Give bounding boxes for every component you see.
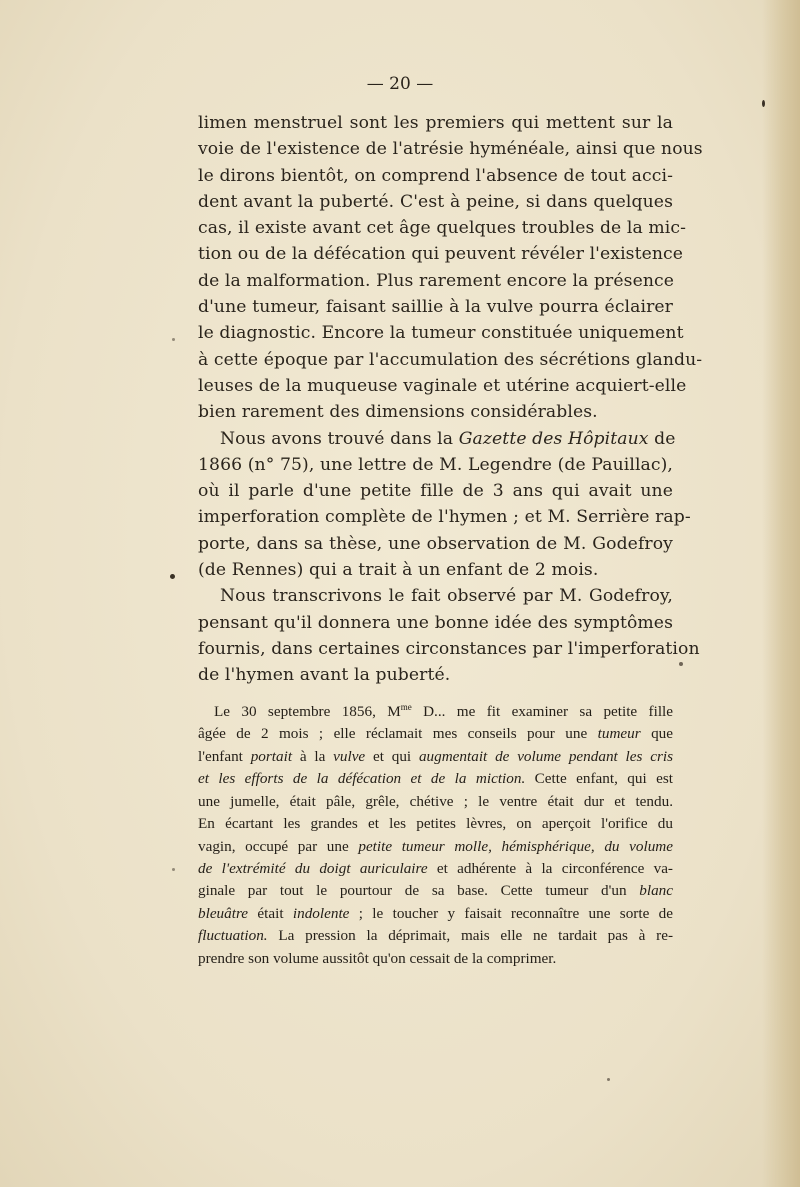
- text-run: vagin, occupé par une: [198, 837, 359, 855]
- text-line: fournis, dans certaines circonstances par l'imperforation: [198, 638, 700, 659]
- text-line: [198, 836, 673, 858]
- text-line: [198, 723, 673, 745]
- text-run: âgée de 2 mois ; elle réclamait mes conseils pour une: [198, 725, 598, 743]
- text-run: était: [248, 904, 293, 922]
- text-line: pensant qu'il donnera une bonne idée des symptômes: [198, 612, 673, 633]
- text-line: dent avant la puberté. C'est à peine, si dans quelques: [198, 191, 673, 212]
- text-run: ; le toucher y faisait reconnaître une sorte de: [349, 904, 673, 922]
- text-run: à la: [292, 747, 334, 765]
- text-line: une jumelle, était pâle, grêle, chétive ; le ventre était dur et tendu.: [198, 792, 673, 810]
- text-run: Le 30 septembre 1856, M: [214, 703, 401, 721]
- italic-run: tumeur: [597, 725, 641, 743]
- text-line: (de Rennes) qui a trait à un enfant de 2 mois.: [198, 560, 599, 581]
- text-run: ginale par tout le pourtour de sa base. Cette tumeur d'un: [198, 882, 640, 900]
- italic-run: blanc: [639, 882, 673, 900]
- italic-run: fluctuation.: [198, 927, 268, 945]
- text-run: La pression la déprimait, mais elle ne tardait pas à re-: [267, 927, 673, 945]
- paragraph-2: [198, 426, 691, 584]
- text-run: Cette enfant, qui est: [525, 770, 674, 788]
- italic-run: vulve: [333, 747, 366, 765]
- ink-speck: [172, 338, 175, 341]
- text-line: de la malformation. Plus rarement encore la présence: [198, 270, 675, 291]
- ink-speck: [679, 662, 683, 666]
- italic-run: portait: [250, 747, 293, 765]
- italic-run: et les efforts de la défécation et de la miction.: [198, 770, 526, 788]
- text-run: et adhérente à la circonférence va-: [427, 859, 673, 877]
- text-line: [198, 880, 673, 902]
- text-line: [198, 768, 673, 790]
- paragraph-1: [198, 110, 703, 426]
- italic-run: augmentait de volume pendant les cris: [418, 747, 674, 765]
- body-text: [198, 110, 703, 689]
- text-line: [198, 746, 673, 768]
- text-line: [198, 858, 673, 880]
- text-line: Nous transcrivons le fait observé par M. Godefroy,: [220, 586, 673, 607]
- text-line: [198, 696, 673, 723]
- text-line: porte, dans sa thèse, une observation de M. Godefroy: [198, 533, 673, 554]
- text-line: 1866 (n° 75), une lettre de M. Legendre (de Pauillac),: [198, 454, 673, 475]
- text-line: leuses de la muqueuse vaginale et utérine acquiert-elle: [198, 375, 687, 396]
- text-run: Nous avons trouvé dans la: [220, 428, 459, 449]
- text-line: cas, il existe avant cet âge quelques troubles de la mic-: [198, 218, 687, 239]
- text-line: bien rarement des dimensions considérables.: [198, 402, 598, 423]
- text-line: imperforation complète de l'hymen ; et M. Serrière rap-: [198, 507, 691, 528]
- italic-run: petite tumeur molle, hémisphérique, du volume: [358, 837, 673, 855]
- superscript: me: [400, 702, 412, 712]
- ink-speck: [607, 1078, 610, 1081]
- text-run: de: [648, 428, 676, 449]
- italic-run: bleuâtre: [198, 904, 249, 922]
- case-observation: [198, 696, 673, 970]
- paragraph-3: [198, 583, 700, 688]
- text-line: à cette époque par l'accumulation des sécrétions glandu-: [198, 349, 703, 370]
- text-line: [198, 925, 673, 947]
- text-line: où il parle d'une petite fille de 3 ans qui avait une: [198, 481, 673, 502]
- text-run: que: [640, 725, 673, 743]
- italic-run: de l'extrémité du doigt auriculaire: [198, 859, 428, 877]
- text-line: de l'hymen avant la puberté.: [198, 665, 451, 686]
- ink-speck: [170, 574, 175, 579]
- page-edge-shadow: [762, 0, 800, 1187]
- text-run: D... me fit examiner sa petite fille: [411, 703, 673, 721]
- text-line: En écartant les grandes et les petites lèvres, on aperçoit l'orifice du: [198, 815, 673, 833]
- text-line: prendre son volume aussitôt qu'on cessait de la comprimer.: [198, 949, 557, 967]
- page-number: — 20 —: [366, 74, 434, 94]
- text-line: voie de l'existence de l'atrésie hyménéale, ainsi que nous: [198, 139, 703, 160]
- italic-run: indolente: [292, 904, 350, 922]
- text-line: le diagnostic. Encore la tumeur constituée uniquement: [198, 323, 684, 344]
- text-line: [198, 426, 676, 452]
- text-line: tion ou de la défécation qui peuvent révéler l'existence: [198, 244, 684, 265]
- ink-speck: [172, 868, 175, 871]
- text-run: et qui: [365, 747, 419, 765]
- text-line: d'une tumeur, faisant saillie à la vulve pourra éclairer: [198, 297, 673, 318]
- text-line: limen menstruel sont les premiers qui mettent sur la: [198, 113, 673, 133]
- text-line: [198, 903, 673, 925]
- text-run: l'enfant: [198, 747, 251, 765]
- ink-speck: [762, 100, 765, 107]
- journal-title: Gazette des Hôpitaux: [458, 428, 649, 449]
- text-line: le dirons bientôt, on comprend l'absence de tout acci-: [198, 165, 673, 186]
